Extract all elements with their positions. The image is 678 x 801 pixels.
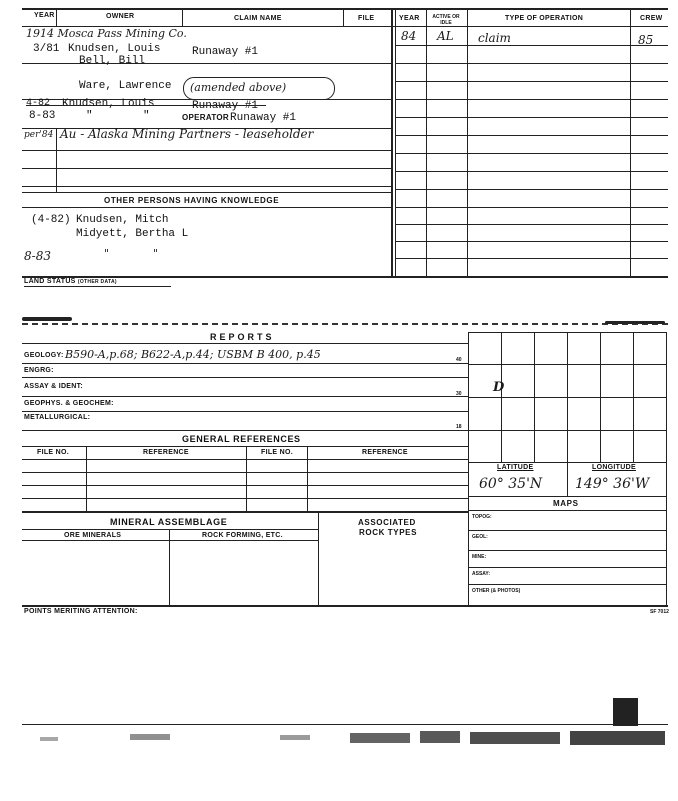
report-line (22, 411, 468, 412)
reports-title: REPORTS (210, 332, 275, 342)
knowledge-name-1: Knudsen, Mitch (76, 214, 169, 226)
scan-streak (470, 732, 560, 744)
grid-line (666, 332, 667, 605)
claim-row-6-ditto-2: " (143, 110, 150, 122)
reports-top-line (22, 323, 668, 325)
grid-line (468, 364, 666, 365)
maps-line (468, 510, 666, 511)
scan-block (613, 698, 638, 726)
maps-line (468, 567, 666, 568)
gr-col-line (307, 446, 308, 511)
general-ref-line (22, 472, 468, 473)
rock-types-label: ROCK TYPES (359, 528, 418, 537)
land-status-underline (24, 286, 171, 287)
claim-row-7-text: Au - Alaska Mining Partners - leaseholder (60, 127, 314, 141)
margin-number-30: 30 (456, 391, 462, 397)
grid-line (468, 397, 666, 398)
claim-row-3-owner: Bell, Bill (79, 55, 146, 67)
top-border (22, 8, 668, 10)
maps-topog: TOPOG: (472, 514, 492, 520)
general-references-title: GENERAL REFERENCES (182, 434, 301, 444)
claim-row-1: 1914 Mosca Pass Mining Co. (26, 27, 187, 40)
row-line (395, 135, 668, 136)
mineral-line (22, 529, 318, 530)
row-line (395, 81, 668, 82)
claim-row-5-year: 4-82 (26, 98, 51, 109)
scan-streak (570, 731, 665, 745)
assay-label: ASSAY & IDENT: (24, 383, 84, 390)
claim-row-6-ditto: " (86, 110, 93, 122)
land-status-label (24, 278, 117, 285)
claim-table-bottom (22, 276, 668, 278)
operation-type: claim (478, 31, 511, 45)
row-line (22, 168, 392, 169)
report-line (22, 363, 468, 364)
reports-bottom (22, 605, 668, 607)
scan-streak (130, 734, 170, 740)
col-line (630, 8, 631, 276)
general-ref-line (22, 446, 468, 447)
claim-row-2-claim: Runaway #1 (192, 46, 259, 58)
row-line (395, 207, 668, 208)
lat-long-divider (567, 462, 568, 496)
maps-title: MAPS (553, 499, 579, 508)
header-claim-name: CLAIM NAME (234, 15, 282, 22)
report-line (22, 377, 468, 378)
engrg-label: ENGRG: (24, 367, 54, 374)
bottom-rule (22, 724, 668, 725)
gr-col-file-no: FILE NO. (37, 449, 69, 456)
scan-streak (40, 737, 58, 741)
general-ref-line (22, 485, 468, 486)
scan-streak (420, 731, 460, 743)
latitude-value: 60° 35'N (479, 476, 543, 492)
row-line (395, 189, 668, 190)
row-line (22, 63, 392, 64)
scan-streak (280, 735, 310, 740)
maps-assay: ASSAY: (472, 571, 491, 577)
row-line (22, 192, 392, 193)
header-year-2: YEAR (399, 15, 420, 22)
header-year: YEAR (34, 12, 55, 19)
grid-mark: D (493, 380, 505, 395)
gr-col-file-no-2: FILE NO. (261, 449, 293, 456)
row-line (395, 153, 668, 154)
row-line (22, 207, 392, 208)
scan-mark (605, 321, 665, 324)
maps-mine: MINE: (472, 554, 487, 560)
knowledge-later-year: 8-83 (24, 249, 51, 263)
maps-geol: GEOL: (472, 534, 488, 540)
col-line (426, 8, 427, 276)
row-line (22, 186, 392, 187)
col-line (395, 8, 396, 276)
general-ref-bottom (22, 511, 468, 513)
col-line (182, 9, 183, 26)
row-line (395, 117, 668, 118)
col-line (467, 8, 468, 276)
land-status-sub: (OTHER DATA) (77, 279, 117, 285)
scan-streak (350, 733, 410, 743)
land-status-text: LAND STATUS (24, 278, 76, 285)
scan-mark (22, 317, 72, 321)
strikethrough-line (26, 105, 266, 106)
margin-number-18: 18 (456, 424, 462, 430)
knowledge-name-2: Midyett, Bertha L (76, 228, 189, 240)
row-line (395, 99, 668, 100)
row-line (395, 171, 668, 172)
claim-row-7-year: per'84 (24, 130, 54, 140)
general-ref-line (22, 498, 468, 499)
longitude-value: 149° 36'W (575, 476, 650, 492)
mineral-line (22, 540, 318, 541)
general-ref-line (22, 459, 468, 460)
report-line (22, 396, 468, 397)
maps-line (468, 550, 666, 551)
location-line (468, 496, 666, 497)
maps-line (468, 530, 666, 531)
mineral-col-line (169, 529, 170, 605)
header-active-idle: ACTIVE OR IDLE (432, 14, 460, 26)
row-line (395, 258, 668, 259)
row-line (395, 45, 668, 46)
header-type-of-operation: TYPE OF OPERATION (505, 15, 584, 22)
reports-right-border (468, 332, 469, 605)
reports-title-line (22, 343, 468, 344)
header-file: FILE (358, 15, 375, 22)
claim-row-5-claim: Runaway #1 (192, 100, 259, 112)
gr-col-reference: REFERENCE (143, 449, 189, 456)
mineral-col-line (318, 511, 319, 605)
knowledge-ditto-1: " (104, 247, 110, 260)
claim-row-6-claim: Runaway #1 (230, 112, 297, 124)
claim-row-2-year: 3/81 (33, 43, 60, 55)
col-line (56, 9, 57, 26)
knowledge-year: (4-82) (31, 214, 71, 226)
knowledge-title: OTHER PERSONS HAVING KNOWLEDGE (104, 196, 280, 205)
report-line (22, 430, 468, 431)
header-owner: OWNER (106, 13, 135, 20)
margin-number-40: 40 (456, 357, 462, 363)
operation-active: AL (437, 29, 454, 43)
grid-line (468, 332, 666, 333)
claim-row-5-owner: Knudsen, Louis (62, 98, 155, 110)
operator-label: OPERATOR (182, 113, 229, 122)
gr-col-reference-2: REFERENCE (362, 449, 408, 456)
claim-row-6-year: 8-83 (29, 110, 56, 122)
maps-line (468, 584, 666, 585)
row-line (395, 241, 668, 242)
metallurgical-label: METALLURGICAL: (24, 414, 91, 421)
gr-col-line (86, 446, 87, 511)
ore-minerals-label: ORE MINERALS (64, 532, 122, 539)
col-line (343, 9, 344, 26)
form-number: SF 7012 (650, 609, 669, 615)
rock-forming-label: ROCK FORMING, ETC. (202, 532, 283, 539)
associated-label: ASSOCIATED (358, 518, 416, 527)
geology-label: GEOLOGY: (24, 352, 64, 359)
operation-year: 84 (401, 29, 417, 43)
longitude-label: LONGITUDE (592, 464, 636, 471)
header-crew: CREW (640, 15, 663, 22)
col-line (391, 8, 393, 276)
geology-value: B590-A,p.68; B622-A,p.44; USBM B 400, p.45 (65, 348, 321, 361)
latitude-label: LATITUDE (497, 464, 534, 471)
row-line (22, 150, 392, 151)
claim-row-2-owner: Knudsen, Louis (68, 43, 161, 55)
grid-line (468, 430, 666, 431)
claim-row-4-owner: Ware, Lawrence (79, 80, 172, 92)
geophys-label: GEOPHYS. & GEOCHEM: (24, 400, 114, 407)
mineral-assemblage-title: MINERAL ASSEMBLAGE (110, 517, 228, 527)
col-line (56, 128, 57, 192)
knowledge-ditto-2: " (153, 247, 159, 260)
amended-note: (amended above) (190, 81, 287, 94)
maps-other: OTHER (& PHOTOS) (472, 588, 521, 594)
gr-col-line (246, 446, 247, 511)
row-line (395, 63, 668, 64)
points-meriting-attention: POINTS MERITING ATTENTION: (24, 608, 138, 615)
row-line (395, 224, 668, 225)
operation-crew: 85 (638, 33, 654, 47)
